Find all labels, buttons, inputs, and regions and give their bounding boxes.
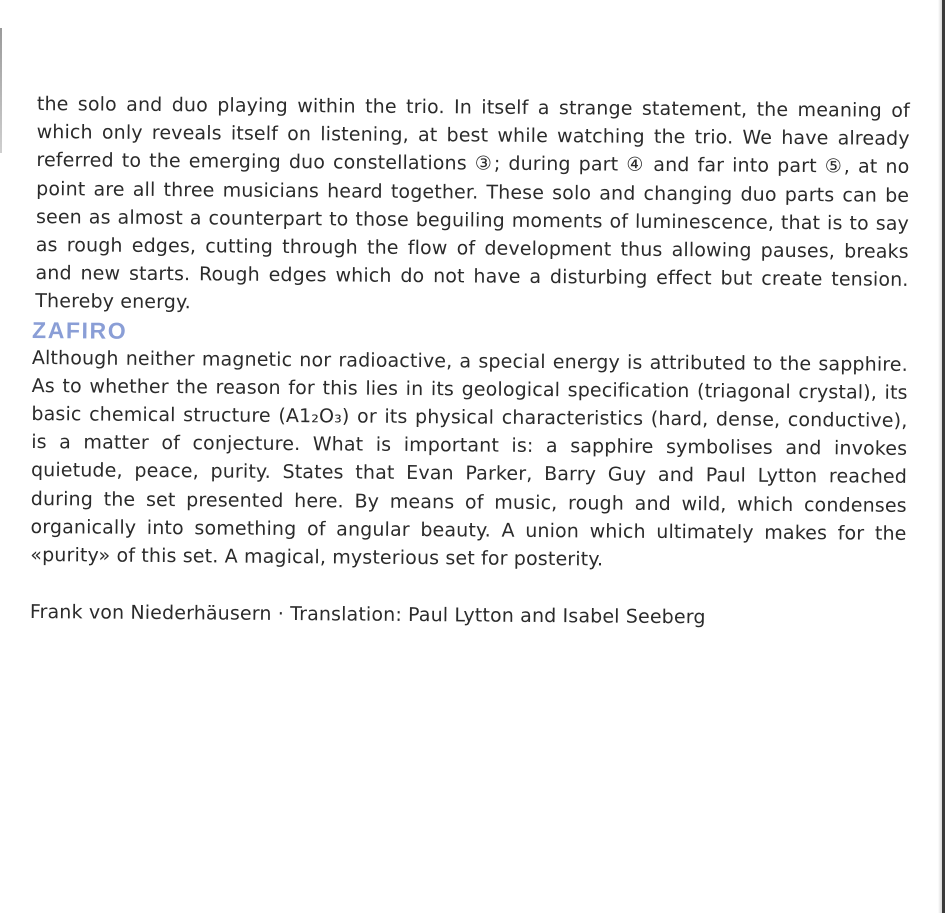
section-heading: ZAFIRO [32,316,128,344]
scan-edge-right [942,0,945,913]
author-credit: Frank von Niederhäusern · Translation: Paul Lytton and Isabel Seeberg [29,601,706,629]
document-page [30,90,910,633]
body-paragraph-2: Although neither magnetic nor radioactive, a special energy is attributed to the sapphire. As to whether the reason for this lies in its geological specification (triagonal crystal), its basic chemical structure (A1₂O₃) or its physical characteristics (hard, dense, conductive), is a matter of conjecture. What is important is: a sapphire symbolises and invokes quietude, peace, purity. States that Evan Parker, Barry Guy and Paul Lytton reached during the set presented here. By means of music, rough and wild, which condenses organically into something of angular beauty. A union which ultimately makes for the «purity» of this set. A magical, mysterious set for posterity. [30,346,908,571]
body-paragraph-1: the solo and duo playing within the trio. In itself a strange statement, the meaning of which only reveals itself on listening, at best while watching the trio. We have already referred to the emerging duo constellations ③; during part ④ and far into part ⑤, at no point are all three musicians heard together. These solo and changing duo parts can be seen as almost a counterpart to those beguiling moments of luminescence, that is to say as rough edges, cutting through the flow of development thus allowing pauses, breaks and new starts. Rough edges which do not have a disturbing effect but create tension. Thereby energy. [35,93,910,314]
scan-edge-left [0,28,2,153]
